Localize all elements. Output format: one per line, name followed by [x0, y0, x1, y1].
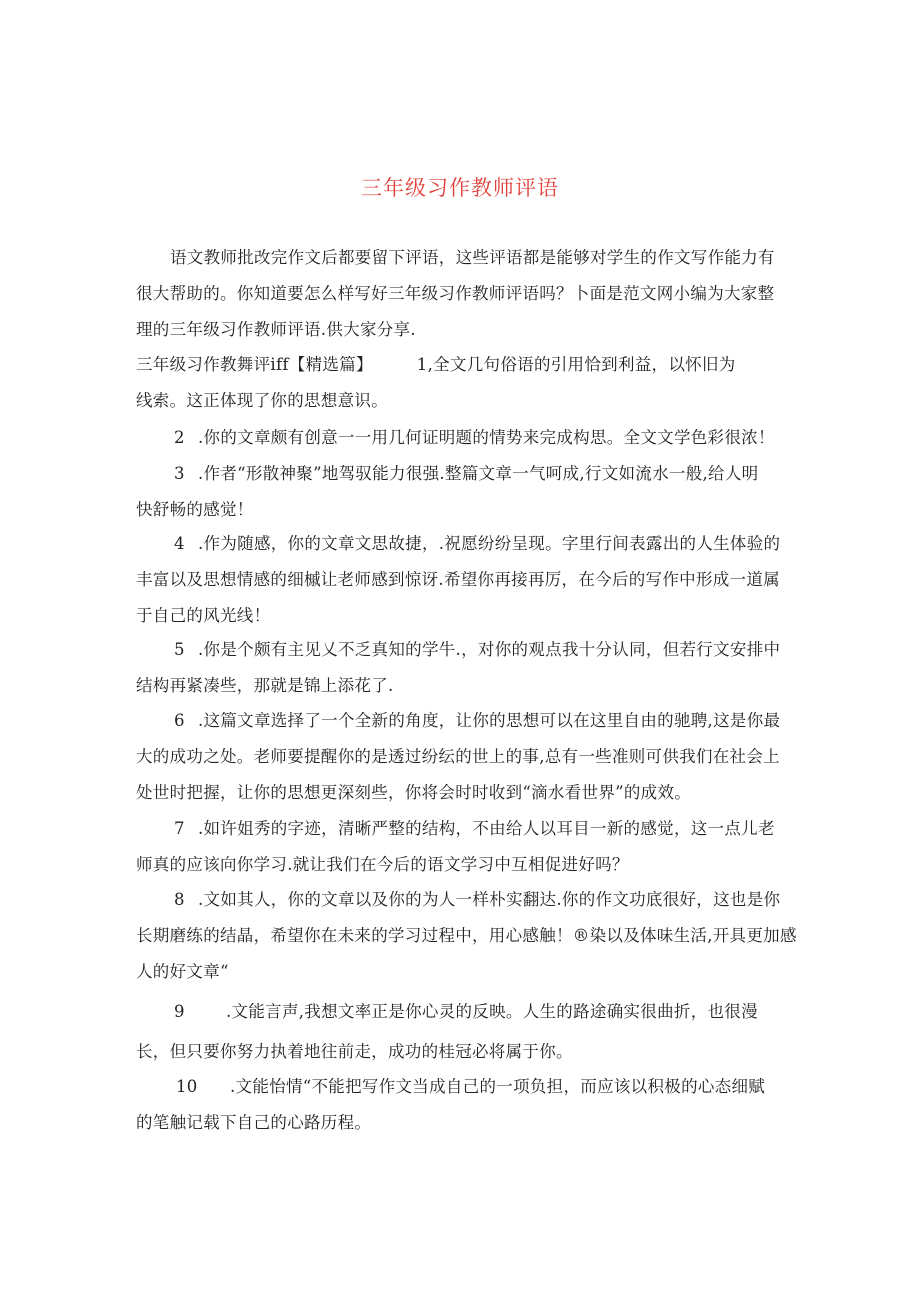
item-line: 长，但只要你努力执着地往前走，成功的桂冠必将属于你。 [136, 1042, 573, 1061]
section-heading-line [136, 347, 786, 383]
item-text: .这篇文章选择了一个全新的角度，让你的思想可以在这里自由的驰聘,这是你最 [198, 711, 781, 730]
item-number: 2 [174, 428, 185, 447]
item-text: .作为随感，你的文章文思故捷，.祝愿纷纷呈现。字里行间表露出的人生体验的 [198, 534, 781, 553]
section-heading-paragraph [136, 347, 786, 419]
item-line [136, 456, 786, 492]
item-number: 5 [174, 640, 185, 659]
comment-item-3 [136, 456, 786, 528]
item-number: 3 [174, 464, 185, 483]
item-text: .文能言声,我想文率正是你心灵的反映。人生的路途确实很曲折，也很漫 [226, 1002, 758, 1021]
item-line [136, 632, 786, 668]
item-line: 丰富以及思想情感的细槭让老师感到惊讶.希望你再接再厉，在今后的写作中形成一道属 [136, 570, 780, 589]
item-line [136, 811, 786, 847]
item-number: 4 [174, 534, 185, 553]
item-line: 的笔触记载下自己的心路历程。 [136, 1113, 372, 1132]
item-number: 8 [174, 890, 185, 909]
item-line: 人的好文章“ [136, 962, 229, 981]
item-line [136, 420, 786, 456]
comment-item-5 [136, 632, 786, 704]
item-line: 于自己的风光线！ [136, 606, 271, 625]
item-line: 处世时把握，让你的思想更深刻些，你将会时时收到“滴水看世界”的成效。 [136, 783, 692, 802]
item-number: 6 [174, 711, 185, 730]
intro-line: 很大帮助的。你知道要怎么样写好三年级习作教师评语吗？卜面是范文网小编为大家整 [136, 284, 775, 303]
item-line [136, 526, 786, 562]
item-text: .文能怡情“不能把写作文当成自己的一项负担，而应该以积极的心态细赋 [230, 1077, 766, 1096]
intro-line: 语文教师批改完作文后都要留下评语，这些评语都是能够对学生的作文写作能力有 [170, 248, 775, 267]
document-title: 三年级习作教师评语 [361, 176, 559, 200]
item-line: 长期磨练的结晶，希望你在未来的学习过程中，用心感触！®染以及体味生活,开具更加感 [136, 926, 797, 945]
comment-item-9 [136, 994, 786, 1070]
item-line: 结构再紧凑些，那就是锦上添花了. [136, 676, 394, 695]
item-text: .如许姐秀的字迹，清晰严整的结构，不由给人以耳目一新的感觉，这一点儿老 [198, 819, 775, 838]
item-1-text: 1,全文几句俗语的引用恰到利益，以怀旧为 [416, 355, 736, 374]
item-text: .作者“形散神聚”地驾驭能力很强.整篇文章一气呵成,行文如流水一般,给人明 [198, 464, 759, 483]
item-line: 大的成功之处。老师要提醒你的是透过纷纭的世上的事,总有一些准则可供我们在社会上 [136, 747, 780, 766]
intro-line: 理的三年级习作教师评语.供大家分享. [136, 320, 416, 339]
comment-item-8 [136, 882, 797, 990]
comment-item-4 [136, 526, 786, 634]
item-text: .文如其人，你的文章以及你的为人一样朴实翻达.你的作文功底很好，这也是你 [198, 890, 781, 909]
item-line [136, 994, 786, 1030]
item-line [136, 703, 786, 739]
comment-item-2 [136, 420, 786, 456]
item-text: .你是个颇有主见乂不乏真知的学牛.，对你的观点我十分认同，但若行文安排中 [198, 640, 781, 659]
item-line [136, 882, 786, 918]
item-line: 快舒畅的感觉！ [136, 500, 254, 519]
item-line [136, 1069, 786, 1105]
item-number: 10 [176, 1077, 198, 1096]
section-heading: 三年级习作教舞评iff【精选篇】 [136, 355, 373, 374]
item-number: 9 [174, 1002, 185, 1021]
comment-item-6 [136, 703, 786, 811]
item-1-line: 线索。这正体现了你的思想意识。 [136, 391, 388, 410]
comment-item-7 [136, 811, 786, 883]
intro-paragraph [136, 240, 786, 348]
item-text: .你的文章颇有创意一一用几何证明题的情势来完成构思。全文文学色彩很浓！ [198, 428, 775, 447]
comment-item-10 [136, 1069, 786, 1141]
item-number: 7 [174, 819, 185, 838]
item-line: 师真的应该向你学习.就让我们在今后的语文学习中互相促进好吗？ [136, 855, 629, 874]
